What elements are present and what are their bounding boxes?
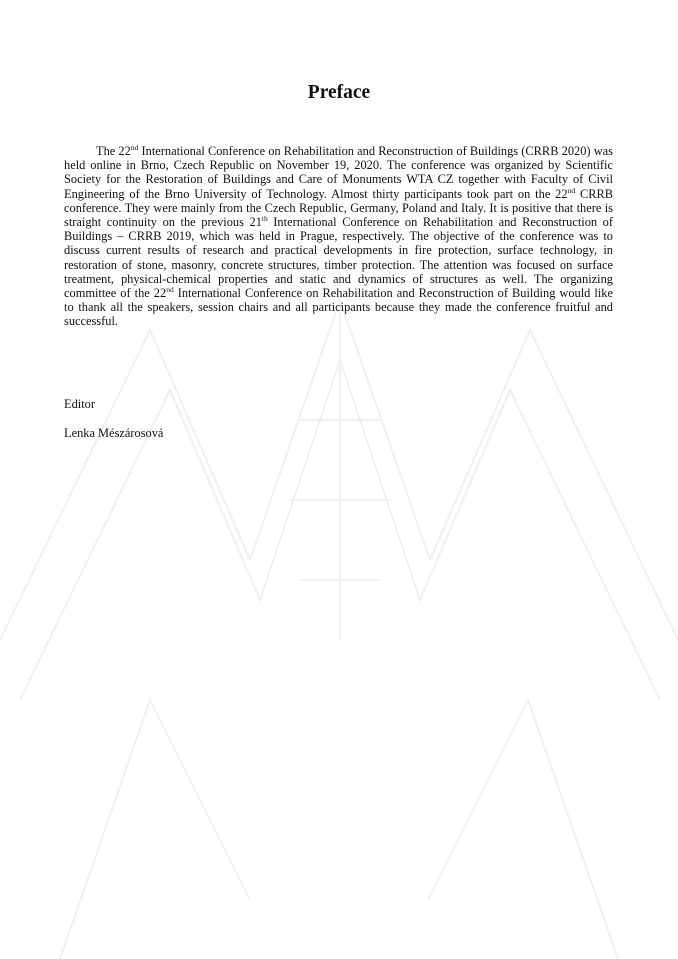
editor-name: Lenka Mészárosová	[64, 426, 164, 440]
preface-paragraph	[64, 144, 613, 329]
ordinal-superscript: nd	[130, 143, 139, 152]
ordinal-superscript: th	[261, 214, 268, 224]
paragraph-text-run: International Conference on Rehabilitation and Reconstruction of Building would like to thank all the speakers, session chairs and all participants because they made the conference fruitful and successful.	[64, 286, 613, 329]
page-title: Preface	[307, 82, 371, 103]
paragraph-text-run: International Conference on Rehabilitation and Reconstruction of Buildings (CRRB 2020) was held online in Brno, Czech Republic on November 19, 2020. The conference was organized by Scientific Society for the Restoration of Buildings and Care of Monuments WTA CZ together with Faculty of Civil Engineering of the Brno University of Technology. Almost thirty participants took part on the 22	[64, 144, 613, 201]
ordinal-superscript: nd	[166, 285, 174, 295]
paragraph-text-run: International Conference on Rehabilitation and Reconstruction of Buildings – CRRB 2019, which was held in Prague, respectively. The objective of the conference was to discuss current results of research and practical developments in fire protection, surface technology, in restoration of stone, masonry, concrete structures, timber protection. The attention was focused on surface treatment, physical-chemical properties and static and dynamics of structures as well. The organizing committee of the 22	[64, 215, 613, 301]
editor-label: Editor	[64, 397, 95, 411]
paragraph-text-run: CRRB conference. They were mainly from the Czech Republic, Germany, Poland and Italy. It is positive that there is straight continuity on the previous 21	[64, 186, 614, 230]
paragraph-text-run: The 22	[96, 144, 131, 158]
ordinal-superscript: nd	[567, 185, 576, 195]
